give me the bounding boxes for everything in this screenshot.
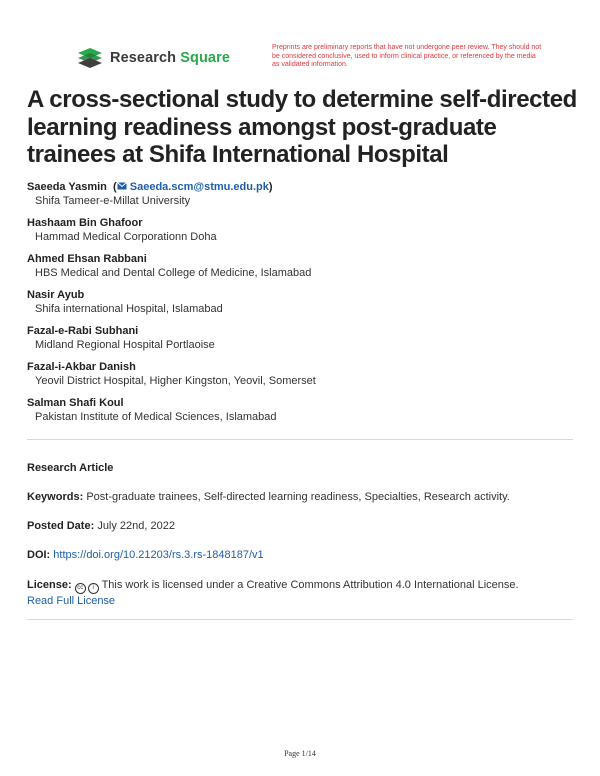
author-affiliation: Shifa international Hospital, Islamabad (35, 303, 223, 315)
doi: DOI: https://doi.org/10.21203/rs.3.rs-1848187/v1 (27, 549, 264, 561)
author-name: Hashaam Bin Ghafoor (27, 217, 143, 229)
page-number: Page 1/14 (284, 749, 316, 758)
author-affiliation: Yeovil District Hospital, Higher Kingston, Yeovil, Somerset (35, 375, 316, 387)
article-type: Research Article (27, 462, 114, 474)
divider (27, 619, 573, 620)
posted-date: Posted Date: July 22nd, 2022 (27, 520, 175, 532)
author-name: Salman Shafi Koul (27, 397, 124, 409)
divider (27, 439, 573, 440)
brand-name: Research Square (110, 50, 230, 66)
author-affiliation: Hammad Medical Corporationn Doha (35, 231, 217, 243)
paper-title: A cross-sectional study to determine self-directed learning readiness amongst post-graduate trainees at Shifa International Hospital (27, 86, 577, 168)
read-full-license-link[interactable]: Read Full License (27, 595, 116, 607)
doi-link[interactable]: https://doi.org/10.21203/rs.3.rs-1848187/v1 (53, 549, 264, 561)
author-affiliation: Midland Regional Hospital Portlaoise (35, 339, 215, 351)
cc-icon: cc (75, 583, 86, 594)
author-affiliation: Pakistan Institute of Medical Sciences, Islamabad (35, 411, 277, 423)
author-affiliation: Shifa Tameer-e-Millat University (35, 195, 191, 207)
author-name: Nasir Ayub (27, 289, 85, 301)
author-name: Fazal-e-Rabi Subhani (27, 325, 139, 337)
envelope-icon (117, 182, 127, 190)
author-name: Fazal-i-Akbar Danish (27, 361, 136, 373)
author-email-link[interactable]: Saeeda.scm@stmu.edu.pk (129, 181, 269, 193)
keywords: Keywords: Post-graduate trainees, Self-directed learning readiness, Specialties, Research activity. (27, 491, 510, 503)
by-icon: i (88, 583, 99, 594)
license: License: cc i This work is licensed under a Creative Commons Attribution 4.0 International License. Read Full License (27, 579, 519, 607)
author-affiliation: HBS Medical and Dental College of Medicine, Islamabad (35, 267, 312, 279)
author-name: Ahmed Ehsan Rabbani (27, 253, 147, 265)
preprint-notice: Preprints are preliminary reports that have not undergone peer review. They should not be considered conclusive, used to inform clinical practice, or referenced by the media as validated information. (272, 44, 542, 69)
corresponding-author: Saeeda Yasmin ( Saeeda.scm@stmu.edu.pk) (27, 181, 273, 193)
research-square-logo-icon (76, 47, 104, 69)
brand-logo (76, 47, 230, 69)
author-list (27, 180, 577, 432)
